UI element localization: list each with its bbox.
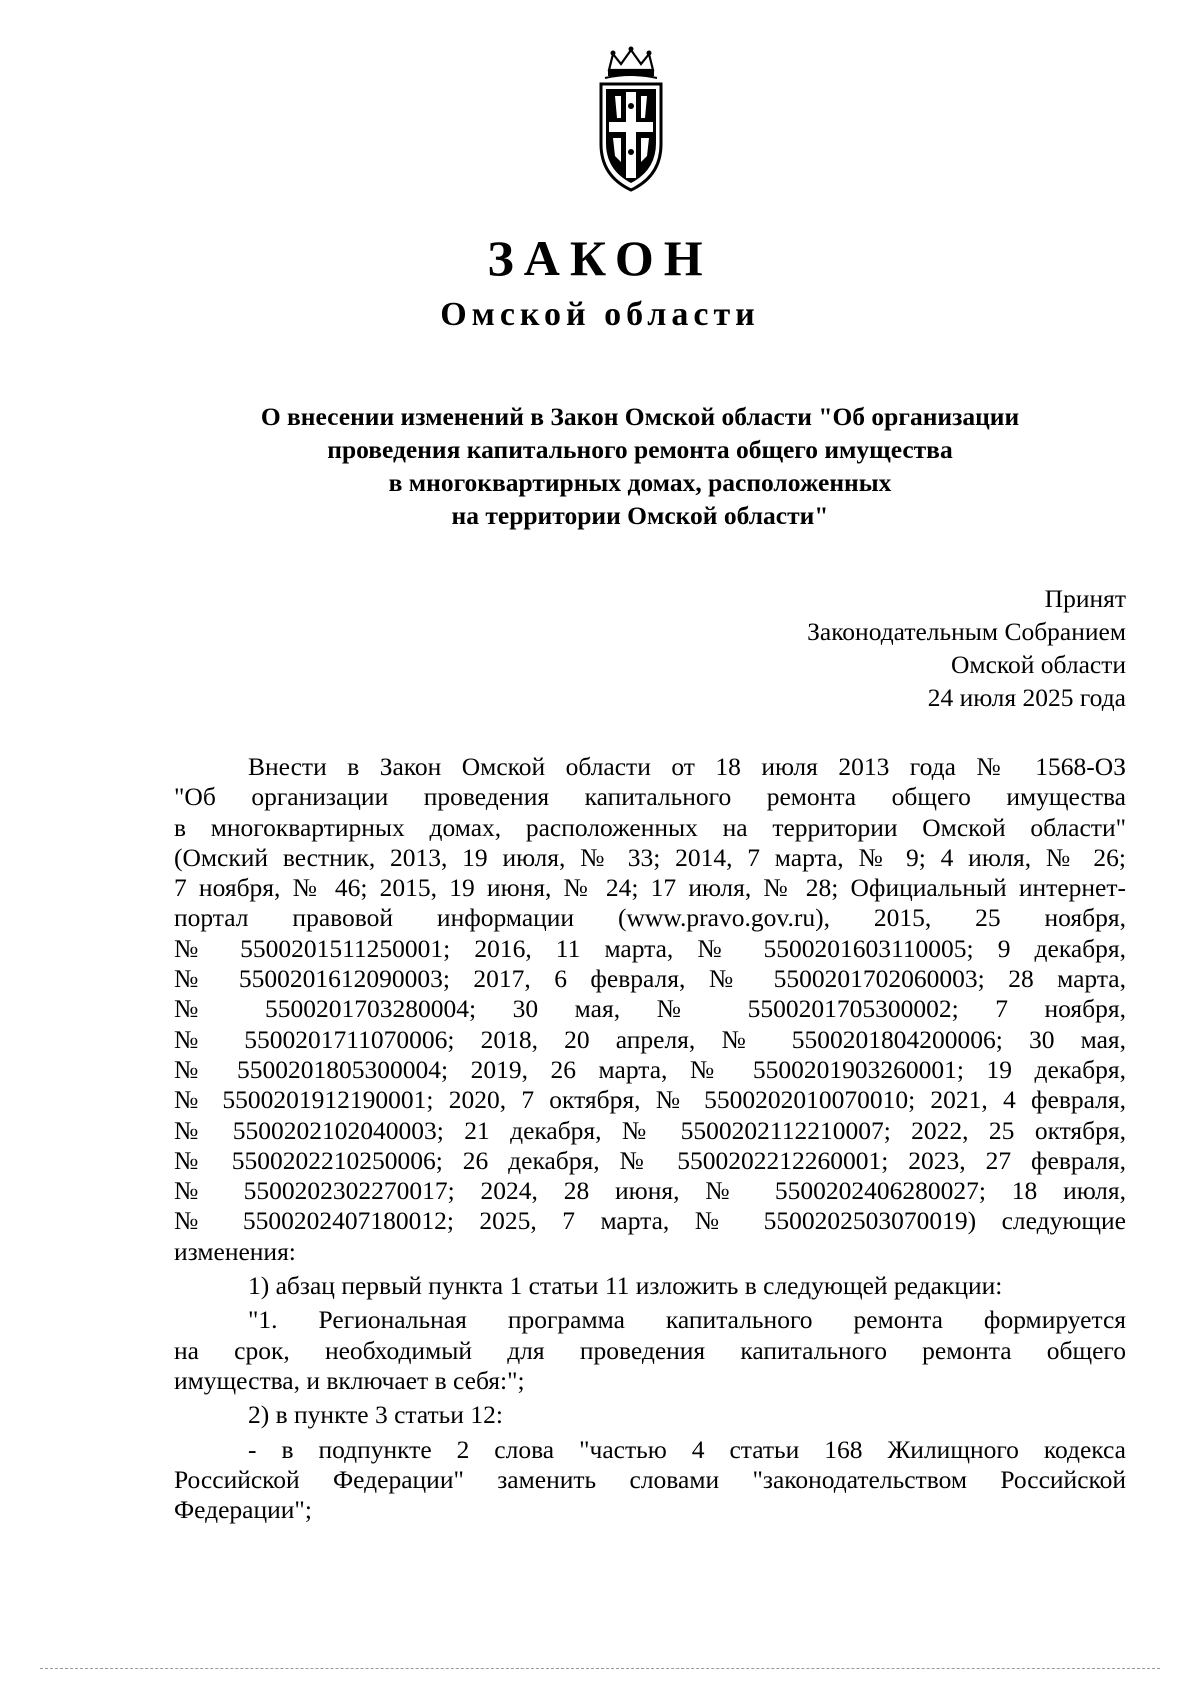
body-line: № 5500202407180012; 2025, 7 марта, № 5500202503070019) следующие xyxy=(174,1206,1126,1236)
law-title-line: в многоквартирных домах, расположенных xyxy=(388,468,892,497)
body-line: № 5500201912190001; 2020, 7 октября, № 5500202010070010; 2021, 4 февраля, xyxy=(174,1085,1126,1115)
amendment-item: 2) в пункте 3 статьи 12: xyxy=(248,1400,503,1430)
body-line: (Омский вестник, 2013, 19 июля, № 33; 2014, 7 марта, № 9; 4 июля, № 26; xyxy=(174,842,1126,872)
amendment-quote-line: имущества, и включает в себя:"; xyxy=(174,1365,525,1395)
body-line: изменения: xyxy=(174,1236,296,1266)
amendment-item: 1) абзац первый пункта 1 статьи 11 изложить в следующей редакции: xyxy=(248,1271,1003,1301)
body-line: портал правовой информации (www.pravo.gov.ru), 2015, 25 ноября, xyxy=(174,903,1126,933)
adoption-line: Законодательным Собранием xyxy=(807,617,1126,646)
body-line: № 5500201711070006; 2018, 20 апреля, № 5500201804200006; 30 мая, xyxy=(174,1024,1126,1054)
adoption-date: 24 июля 2025 года xyxy=(927,683,1126,712)
amendment-subitem-line: Федерации"; xyxy=(174,1495,312,1525)
amendment-subitem-line: - в подпункте 2 слова "частью 4 статьи 168 Жилищного кодекса xyxy=(248,1434,1126,1464)
document-title: ЗАКОН xyxy=(487,230,713,286)
body-line: "Об организации проведения капитального ремонта общего имущества xyxy=(174,782,1126,812)
body-line: № 5500201805300004; 2019, 26 марта, № 5500201903260001; 19 декабря, xyxy=(174,1054,1126,1084)
body-line: № 5500201511250001; 2016, 11 марта, № 5500201603110005; 9 декабря, xyxy=(174,933,1126,963)
body-line: № 5500202302270017; 2024, 28 июня, № 5500202406280027; 18 июля, xyxy=(174,1176,1126,1206)
scan-edge-divider xyxy=(40,1668,1160,1669)
adoption-line: Омской области xyxy=(951,650,1126,679)
body-line: № 5500202102040003; 21 декабря, № 5500202112210007; 2022, 25 октября, xyxy=(174,1115,1126,1145)
body-line: в многоквартирных домах, расположенных на территории Омской области" xyxy=(174,812,1126,842)
adoption-line: Принят xyxy=(1044,584,1126,613)
body-line: Внести в Закон Омской области от 18 июля 2013 года № 1568-ОЗ xyxy=(248,752,1126,781)
document-subtitle: Омской области xyxy=(440,296,760,333)
body-line: № 5500201612090003; 2017, 6 февраля, № 5500201702060003; 28 марта, xyxy=(174,964,1126,994)
body-line: № 5500201703280004; 30 мая, № 5500201705300002; 7 ноября, xyxy=(174,994,1126,1024)
adoption-block xyxy=(807,582,1126,714)
omsk-coat-of-arms-icon xyxy=(595,44,667,194)
law-title-line: на территории Омской области" xyxy=(451,501,829,530)
law-body xyxy=(174,752,1126,1525)
law-title-line: О внесении изменений в Закон Омской области "Об организации xyxy=(260,402,1020,431)
law-title-line: проведения капитального ремонта общего имущества xyxy=(327,435,953,464)
amendment-quote-line: на срок, необходимый для проведения капитального ремонта общего xyxy=(174,1335,1126,1365)
amendment-quote-line: "1. Региональная программа капитального ремонта формируется xyxy=(248,1305,1126,1335)
amendment-subitem-line: Российской Федерации" заменить словами "законодательством Российской xyxy=(174,1464,1126,1494)
body-line: № 5500202210250006; 26 декабря, № 5500202212260001; 2023, 27 февраля, xyxy=(174,1145,1126,1175)
body-line: 7 ноября, № 46; 2015, 19 июня, № 24; 17 июля, № 28; Официальный интернет- xyxy=(174,873,1126,903)
law-title xyxy=(200,400,1080,532)
